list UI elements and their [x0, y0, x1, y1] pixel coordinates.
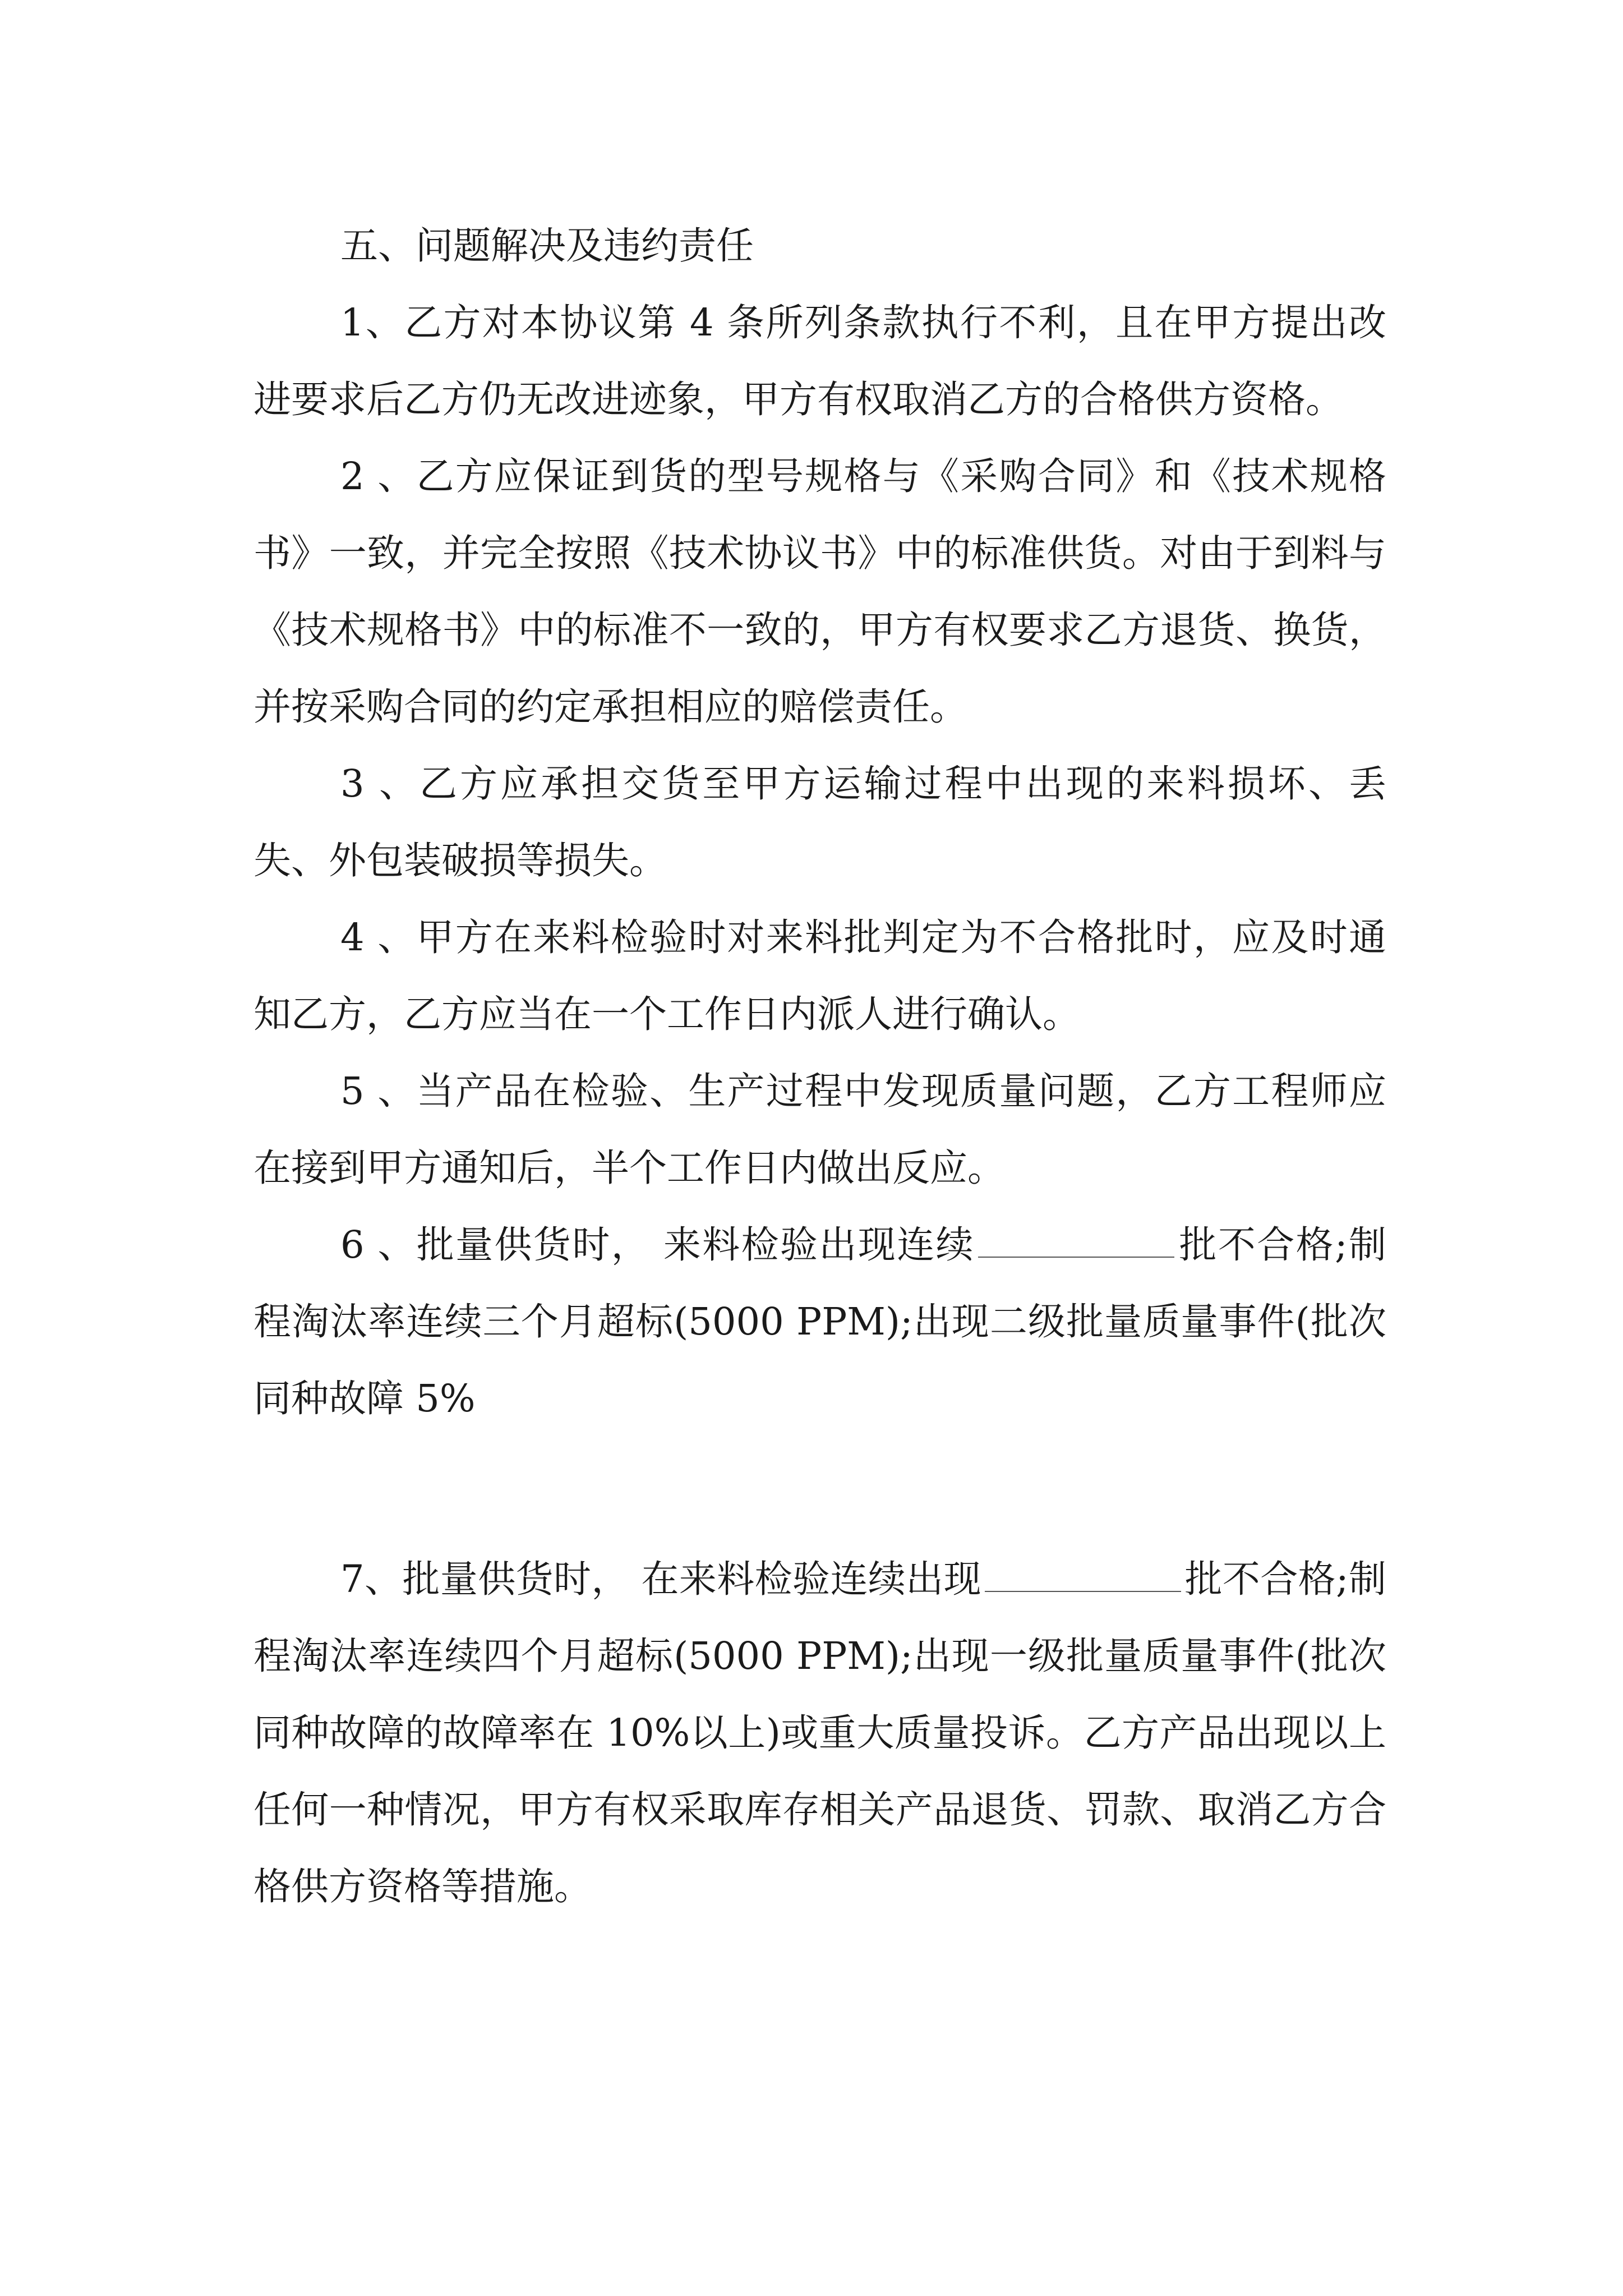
clause-7 [253, 1541, 1386, 1925]
document-body [253, 208, 1386, 1925]
clause-4: 4 、甲方在来料检验时对来料批判定为不合格批时，应及时通知乙方，乙方应当在一个工作日内派人进行确认。 [253, 915, 1386, 1036]
clause-6-text-before: 6 、批量供货时， 来料检验出现连续 [340, 1223, 975, 1267]
clause-7-text-after: 批不合格;制程淘汰率连续四个月超标(5000 PPM);出现一级批量质量事件(批次同种故障的故障率在 10%以上)或重大质量投诉。乙方产品出现以上任何一种情况，甲方有权采取库存相关产品退货、罚款、取消乙方合格供方资格等措施。 [253, 1557, 1386, 1908]
clause-5: 5 、当产品在检验、生产过程中发现质量问题，乙方工程师应在接到甲方通知后，半个工作日内做出反应。 [253, 1069, 1386, 1190]
clause-6-blank-line [978, 1223, 1174, 1258]
paragraph-gap [253, 1437, 1386, 1541]
clause-6-text-after: 批不合格;制程淘汰率连续三个月超标(5000 PPM);出现二级批量质量事件(批次同种故障 5% [253, 1223, 1386, 1420]
clause-6 [253, 1207, 1386, 1437]
clause-7-text-before: 7、批量供货时， 在来料检验连续出现 [340, 1557, 982, 1601]
clause-2: 2 、乙方应保证到货的型号规格与《采购合同》和《技术规格书》一致，并完全按照《技术协议书》中的标准供货。对由于到料与《技术规格书》中的标准不一致的，甲方有权要求乙方退货、换货，并按采购合同的约定承担相应的赔偿责任。 [253, 454, 1386, 729]
clause-3: 3 、乙方应承担交货至甲方运输过程中出现的来料损坏、丢失、外包装破损等损失。 [253, 762, 1386, 882]
clause-1: 1、乙方对本协议第 4 条所列条款执行不利，且在甲方提出改进要求后乙方仍无改进迹象，甲方有权取消乙方的合格供方资格。 [253, 301, 1386, 421]
clause-7-blank-line [985, 1557, 1181, 1592]
section-heading: 五、问题解决及违约责任 [340, 224, 754, 268]
